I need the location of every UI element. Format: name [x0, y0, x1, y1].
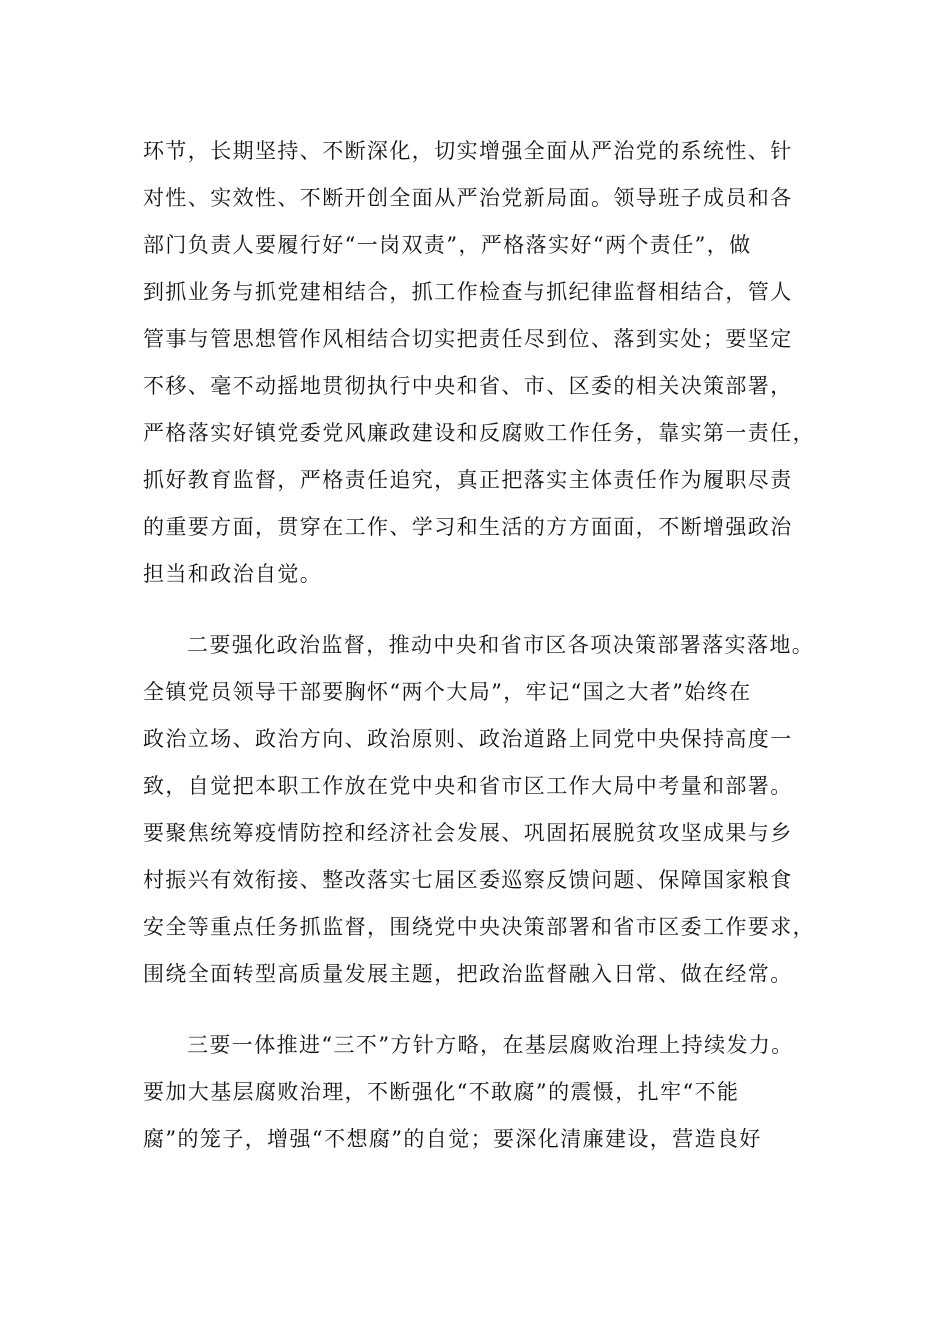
paragraph-line: 二要强化政治监督，推动中央和省市区各项决策部署落实落地。	[187, 633, 815, 657]
paragraph-line: 担当和政治自觉。	[143, 562, 323, 586]
paragraph-line: 村振兴有效衔接、整改落实七届区委巡察反馈问题、保障国家粮食	[143, 868, 793, 892]
paragraph-line: 到抓业务与抓党建相结合，抓工作检查与抓纪律监督相结合，管人	[143, 280, 793, 304]
document-body	[143, 128, 843, 1163]
paragraph-line: 致，自觉把本职工作放在党中央和省市区工作大局中考量和部署。	[143, 774, 793, 798]
paragraph-line: 对性、实效性、不断开创全面从严治党新局面。领导班子成员和各	[143, 186, 793, 210]
paragraph-3	[143, 1022, 843, 1163]
paragraph-line: 三要一体推进“三不”方针方略，在基层腐败治理上持续发力。	[187, 1033, 794, 1057]
paragraph-line: 安全等重点任务抓监督，围绕党中央决策部署和省市区委工作要求，	[143, 915, 815, 939]
paragraph-line: 严格落实好镇党委党风廉政建设和反腐败工作任务，靠实第一责任，	[143, 421, 815, 445]
paragraph-line: 不移、毫不动摇地贯彻执行中央和省、市、区委的相关决策部署，	[143, 374, 793, 398]
paragraph-line: 政治立场、政治方向、政治原则、政治道路上同党中央保持高度一	[143, 727, 793, 751]
paragraph-line: 围绕全面转型高质量发展主题，把政治监督融入日常、做在经常。	[143, 962, 793, 986]
paragraph-line: 管事与管思想管作风相结合切实把责任尽到位、落到实处；要坚定	[143, 327, 793, 351]
paragraph-line: 环节，长期坚持、不断深化，切实增强全面从严治党的系统性、针	[143, 139, 793, 163]
paragraph-spacer	[143, 598, 843, 622]
paragraph-spacer	[143, 998, 843, 1022]
paragraph-line: 抓好教育监督，严格责任追究，真正把落实主体责任作为履职尽责	[143, 468, 793, 492]
paragraph-2	[143, 622, 843, 998]
paragraph-line: 的重要方面，贯穿在工作、学习和生活的方方面面，不断增强政治	[143, 515, 793, 539]
paragraph-line: 全镇党员领导干部要胸怀“两个大局”，牢记“国之大者”始终在	[143, 680, 752, 704]
paragraph-1	[143, 128, 843, 598]
paragraph-line: 部门负责人要履行好“一岗双责”，严格落实好“两个责任”，做	[143, 233, 752, 257]
paragraph-line: 腐”的笼子，增强“不想腐”的自觉；要深化清廉建设，营造良好	[143, 1127, 762, 1151]
paragraph-line: 要加大基层腐败治理，不断强化“不敢腐”的震慑，扎牢“不能	[143, 1080, 740, 1104]
paragraph-line: 要聚焦统筹疫情防控和经济社会发展、巩固拓展脱贫攻坚成果与乡	[143, 821, 793, 845]
